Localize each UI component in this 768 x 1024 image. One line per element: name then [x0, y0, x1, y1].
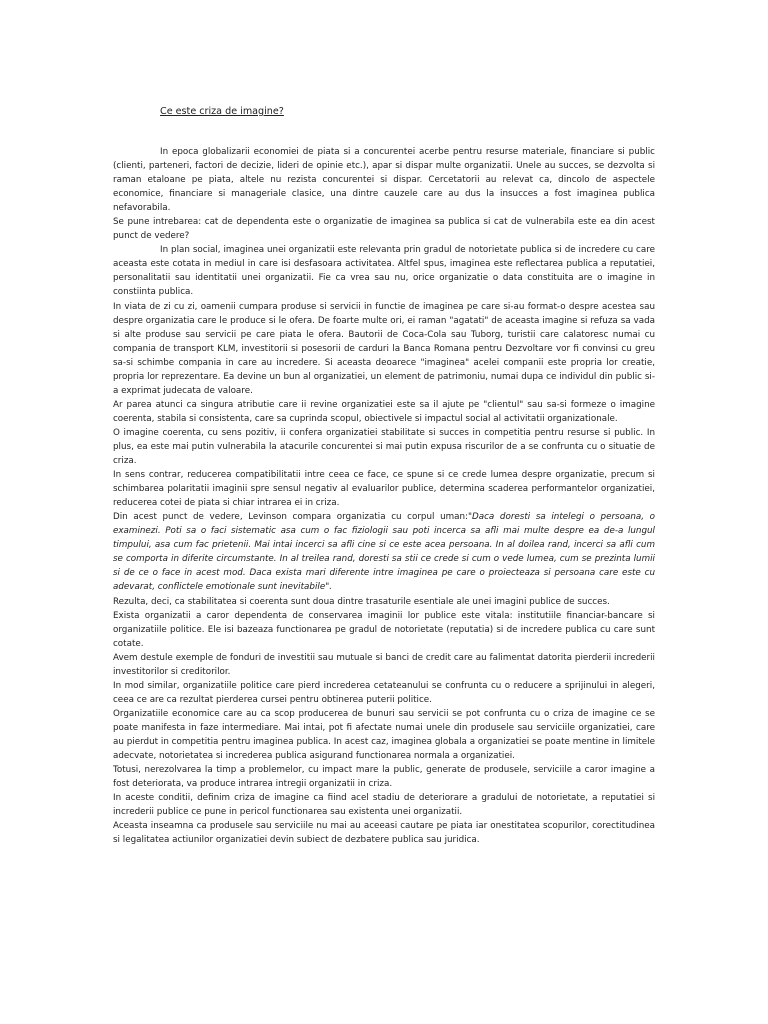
- paragraph-coherent-image: O imagine coerenta, cu sens pozitiv, ii confera organizatiei stabilitate si succes in competitia pentru resurse si public. In plus, ea este mai putin vulnerabila la atacurile concurentei si mai putin expusa riscurilor de a se confrunta cu o situatie de criza.: [113, 427, 655, 467]
- paragraph-meaning: Aceasta inseamna ca produsele sau serviciile nu mai au aceeasi cautare pe piata iar onestitatea scopurilor, corectitudinea si legalitatea actiunilor organizatiei devin subiect de dezbatere publica sau juridica.: [113, 821, 655, 846]
- paragraph-social-plan: In plan social, imaginea unei organizatii este relevanta prin gradul de notorietate publica si de incredere cu care aceasta este cotata in mediul in care isi desfasoara activitatea. Altfel spus, imaginea este reflectarea publica a reputatiei, personalitatii sau identitatii unei organizatii. Fie ca vrea sau nu, orice organizatie o data constituita are o imagine in constiinta publica.: [113, 245, 655, 298]
- paragraph-globalization: In epoca globalizarii economiei de piata si a concurentei acerbe pentru resurse materiale, financiare si public (clienti, parteneri, factori de decizie, lideri de opinie etc.), apar si dispar multe organizatii. Unele au succes, se dezvolta si raman etaloane pe piata, altele nu rezista concurentei si dispar. Cercetatorii au relevat ca, dincolo de aspectele economice, financiare si manageriale clasice, una dintre cauzele care au dus la insucces a fost imaginea publica nefavorabila.: [113, 147, 655, 214]
- paragraph-however: Totusi, nerezolvarea la timp a problemelor, cu impact mare la public, generate de produsele, serviciile a caror imagine a fost deteriorata, va produce intrarea intregii organizatii in criza.: [113, 765, 655, 790]
- levinson-intro: Din acest punct de vedere, Levinson compara organizatia cu corpul uman:: [113, 512, 468, 523]
- paragraph-contrary: In sens contrar, reducerea compatibilitatii intre ceea ce face, ce spune si ce crede lumea despre organizatie, precum si schimbarea polaritatii imaginii spre sensul negativ al evaluarilor publice, determina scaderea performantelor organizatiei, reducerea cotei de piata si chiar intrarea ei in criza.: [113, 470, 655, 509]
- paragraph-financial: Exista organizatii a caror dependenta de conservarea imaginii lor publice este vitala: institutiile financiar-bancare si organizatiile politice. Ele isi bazeaza functionarea pe gradul de notorietate (reputatia) si de incredere publica cu care sunt cotate.: [113, 610, 655, 649]
- paragraph-political: In mod similar, organizatiile politice care pierd increderea cetateanului se confrunta cu o reducere a sprijinului in alegeri, ceea ce are ca rezultat pierderea cursei pentru obtinerea puterii politice.: [113, 680, 655, 705]
- paragraph-daily-life: In viata de zi cu zi, oamenii cumpara produse si servicii in functie de imaginea pe care si-au format-o despre acestea sau despre organizatia care le produce si le ofera. De foarte multe ori, ei raman "agatati" de aceasta imagine si refuza sa vada si alte produse sau servicii pe care piata le ofera. Bautorii de Coca-Cola sau Tuborg, turistii care calatoresc numai cu compania de transport KLM, investitorii si posesorii de carduri la Banca Romana pentru Dezvoltare vor fi convinsi cu greu sa-si schimbe compania in care au incredere. Si aceasta deoarece "imaginea" acelei companii este propria lor creatie, propria lor reprezentare. Ea devine un bun al organizatiei, un element de patrimoniu, numai dupa ce individul din public si-a exprimat judecata de valoare.: [113, 301, 655, 396]
- paragraph-economic: Organizatiile economice care au ca scop producerea de bunuri sau servicii se pot confrunta cu o criza de imagine ce se poate manifesta in faze intermediare. Mai intai, pot fi afectate numai unele din produsele sau serviciile organizatiei, care au pierdut in competitia pentru imaginea publica. In acest caz, imaginea globala a organizatiei se poate mentine in limitele adecvate, notorietatea si increderea publica asigurand functionarea normala a organizatiei.: [113, 708, 655, 762]
- paragraph-conclusion: Rezulta, deci, ca stabilitatea si coerenta sunt doua dintre trasaturile esentiale ale unei imagini publice de succes.: [113, 596, 610, 607]
- paragraph-question: Se pune intrebarea: cat de dependenta este o organizatie de imaginea sa publica si cat de vulnerabila este ea din acest punct de vedere?: [113, 217, 655, 242]
- paragraph-definition: In aceste conditii, definim criza de imagine ca fiind acel stadiu de deteriorare a gradului de notorietate, a reputatiei si increderii publice ce pune in pericol functionarea sau existenta unei organizatii.: [113, 793, 655, 818]
- document-body: [113, 145, 655, 847]
- paragraph-levinson: [113, 510, 655, 594]
- levinson-quote: "Daca doresti sa intelegi o persoana, o examinezi. Poti sa o faci sistematic asa cum o fac fiziologii sau poti incerca sa afli mai multe despre ea de-a lungul timpului, asa cum fac prietenii. Mai intai incerci sa afli cine si ce este acea persoana. In al doilea rand, incerci sa afli cum se comporta in diferite circumstante. In al treilea rand, doresti sa stii ce crede si cum o vede lumea, cum se prezinta lumii si de ce o face in acest mod. Daca exista mari diferente intre imaginea pe care o proiecteaza si persoana care este cu adevarat, conflictele emotionale sunt inevitabile".: [113, 512, 655, 593]
- paragraph-attribution: Ar parea atunci ca singura atributie care ii revine organizatiei este sa il ajute pe "clientul" sau sa-si formeze o imagine coerenta, stabila si consistenta, care sa cuprinda scopul, obiectivele si impactul social al activitatii organizationale.: [113, 399, 655, 424]
- paragraph-examples: Avem destule exemple de fonduri de investitii sau mutuale si banci de credit care au falimentat datorita pierderii increderii investitorilor si creditorilor.: [113, 652, 655, 677]
- document-title: Ce este criza de imagine?: [160, 106, 284, 117]
